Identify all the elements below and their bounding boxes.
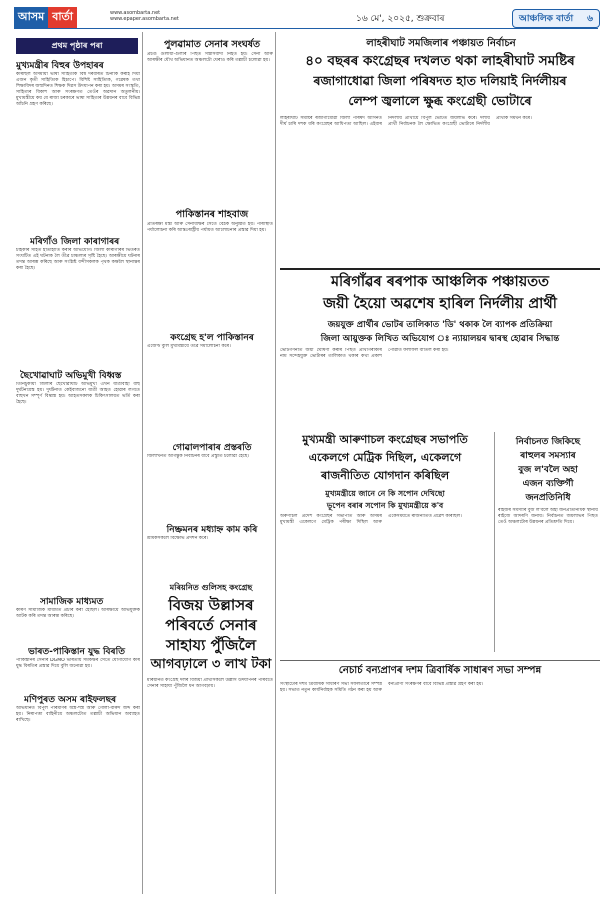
story-headline-1: মুখ্যমন্ত্ৰী আৰুণাচল কংগ্ৰেছৰ সভাপতি — [302, 433, 468, 446]
headline: পাকিস্তানৰ শাহবাজ — [175, 209, 249, 220]
masthead — [14, 8, 598, 29]
story-headline-1: নিৰ্বাচনত জিকিছে — [515, 437, 581, 447]
story-headline-2: জয়ী হৈয়ো অৱশেষ হাৰিল নিৰ্দলীয় প্ৰাৰ্থী — [323, 296, 557, 312]
headline: সামাজিক মাধ্যমত — [40, 597, 104, 607]
section-badge — [512, 9, 600, 28]
masthead-urls — [110, 10, 179, 22]
section-name: আঞ্চলিক বাৰ্তা — [519, 14, 574, 24]
url-web: www.asombarta.net — [110, 10, 161, 16]
story-headline-2: একেলগে মেট্ৰিক দিছিল, একেলগে — [308, 451, 462, 464]
url-epaper: www.epaper.asombarta.net — [110, 16, 179, 22]
column-rule — [275, 32, 276, 894]
article-body: কাৰণ সামাজিক মাধ্যমত প্ৰচাৰ কৰা হৈছিল। আৰক্ষীয়ে অভিযুক্তক আটক কৰি তদন্ত আৰম্ভ কৰিছে। — [16, 608, 140, 620]
story-headline-2: ৰাহুলৰ সমস্যাৰ — [520, 451, 576, 461]
article-body: চাহকাৰ সহিত হাতাহাতি কৰাৰ অভিযোগ। জিলা কাৰাগাৰৰ ভিতৰত সংঘটিত এই ঘটনাক লৈ তীব্ৰ চাঞ্চল্যৰ সৃষ্টি হৈছে। আৰক্ষীয়ে ঘটনাৰ তদন্ত আৰম্ভ কৰিছে আৰু সংশ্লিষ্ট বন্দীসকলক পৃথক কক্ষলৈ স্থানান্তৰ কৰা হৈছে। — [16, 248, 140, 272]
article-body: সংস্থাটোৰ দশম ত্ৰিবাৰ্ষিক সাধাৰণ সভা সফলতাৰে সম্পন্ন হয়। সভাত নতুন কাৰ্যনিৰ্বাহক সমিতি গঠন কৰা হয় আৰু বন্যপ্ৰাণী সংৰক্ষণৰ বাবে বিভিন্ন প্ৰস্তাৱ গ্ৰহণ কৰা হয়। — [280, 682, 484, 694]
story-headline-5: জনপ্ৰতিনিধি — [525, 493, 571, 503]
lead-kicker: লাহৰীঘাট সমজিলাৰ পঞ্চায়ত নিৰ্বাচন — [366, 38, 516, 49]
article-body: তিনিচুকীয়া জিলাৰ ছৈখোৱাঘাট অভিমুখী এখন যাত্ৰীবাহী বাছ দুৰ্ঘটনাগ্ৰস্ত হয়। দুৰ্ঘটনাত কেইবাজনো যাত্ৰী আহত হোৱাৰ লগতে বাছখন সম্পূৰ্ণ বিধ্বস্ত হয়। আহতসকলক চিকিৎসালয়ত ভৰ্তি কৰা হৈছে। — [16, 382, 140, 406]
article-body: ৰাইজৰ সমস্যাৰ বুজ ল'বলৈ অহা জনপ্ৰতিনিধিক স্থানীয় ৰাইজে আদৰণি জনায়। নিৰ্বাচনত জয়লাভৰ পিছত তেওঁ অঞ্চলটোৰ উন্নয়নৰ প্ৰতিশ্ৰুতি দিয়ে। — [498, 508, 598, 526]
headline-line: সাহায্য পুঁজিলৈ — [165, 636, 257, 654]
article-body: প্ৰচণ্ড গুলীয়া-গুলীৰ পিছত সন্ত্ৰাসবাদী নিহত হয়। সেনা আৰু আৰক্ষীৰ যৌথ অভিযানত অঞ্চলটো ঘেৰাও কৰি তল্লাচী চলোৱা হয়। — [147, 52, 273, 64]
story-headline-1: মৰিগাঁৱৰ ৰৰপাক আঞ্চলিক পঞ্চায়তত — [330, 274, 550, 290]
article-body: জিলাখনত আগন্তুক নিৰ্বাচনৰ বাবে প্ৰস্তুতি চলোৱা হৈছে। — [147, 454, 250, 459]
headline: মুখ্যমন্ত্ৰীৰ বিহুৰ উপহাৰৰ — [16, 61, 104, 71]
article-body: লাহৰীঘাট সমষ্টিৰ ৰজাগাধোৱা জিলা পৰিষদ আসনত দীৰ্ঘ চাৰি দশক ধৰি কংগ্ৰেছৰ আধিপত্য আছিল। এইবাৰ নিৰ্দলীয় প্ৰাৰ্থীয়ে বিপুল ভোটত জয়লাভ কৰে। দলীয় প্ৰাৰ্থী নিৰ্বাচনক লৈ ক্ষোভিত কংগ্ৰেছী ভোটাৰে নিৰ্দলীয় প্ৰাৰ্থীক সমৰ্থন কৰে। — [280, 116, 532, 128]
story-subheadline-2: জিলা আয়ুক্তক লিখিত অভিযোগ ঃ ন্যায়ালয়ৰ দ্বাৰস্থ হোৱাৰ সিদ্ধান্ত — [320, 334, 560, 344]
article-body: প্ৰতিৰক্ষা মন্ত্ৰী আৰু সেনাধ্যক্ষৰ সৈতে বৈঠক অনুষ্ঠিত হয়। পৰিস্থিতি পৰ্যালোচনা কৰি আন্তঃৰাষ্ট্ৰীয় পৰ্যায়ত আলোচনাৰ প্ৰস্তাৱ দিয়া হয়। — [147, 222, 273, 234]
story-headline: নেচাৰ্চ বন্যপ্ৰাণৰ দশম ত্ৰিবাৰ্ষিক সাধাৰণ সভা সম্পন্ন — [338, 665, 542, 676]
article-body: অৰুণাচল প্ৰদেশ কংগ্ৰেছৰ সভাপতি আৰু অসমৰ মুখ্যমন্ত্ৰী একেলগে মেট্ৰিক পৰীক্ষা দিছিল আৰু একেসময়তে ৰাজনীতিত প্ৰৱেশ কৰিছিল। — [280, 514, 462, 526]
section-divider — [280, 660, 600, 661]
headline: মণিপুৰত অসম ৰাইফলছৰ — [24, 695, 117, 705]
column-rule — [494, 432, 495, 652]
headline-line: আগবঢ়ালে ৩ লাখ টকা — [150, 657, 272, 672]
article-body: শ্ৰমিকসকলে বিক্ষোভ প্ৰদৰ্শন কৰে। — [147, 536, 209, 541]
headline-line: পৰিবৰ্তে সেনাৰ — [165, 616, 257, 634]
masthead-logo — [14, 8, 77, 26]
headline-line: বিজয় উল্লাসৰ — [168, 596, 254, 614]
headline-kicker: মৰিয়নিত গুলিসহ কংগ্ৰেছ — [169, 583, 253, 592]
story-subheadline-1: মুখ্যমন্ত্ৰীয়ে জানে নে কি সপোন দেখিছো — [325, 489, 445, 498]
headline: গোৱালপাৰাৰ প্ৰস্তৰতি — [172, 443, 252, 453]
story-headline-3: ৰাজনীতিত যোগদান কৰিছিল — [320, 469, 450, 482]
story-headline-3: বুজ ল'বলৈ অহা — [518, 465, 578, 475]
headline: ছৈখোৱাঘাট অভিমুখী বিধ্বস্ত — [20, 371, 122, 381]
logo-part2: বাৰ্তা — [48, 7, 77, 28]
lead-headline-1: ৪০ বছৰৰ কংগ্ৰেছৰ দখলত থকা লাহৰীঘাট সমষ্টিৰ — [305, 53, 575, 69]
story-subheadline-1: জয়যুক্ত প্ৰাৰ্থীৰ ভোটৰ তালিকাত 'ডি' থকাক লৈ ব্যাপক প্ৰতিক্ৰিয়া — [327, 320, 553, 330]
headline: মৰিগাঁও জিলা কাৰাগাৰৰ — [30, 237, 120, 247]
logo-part1: আসম — [14, 7, 48, 28]
article-body: ভোটগণনাত জয়ী ঘোষণা কৰাৰ পিছত প্ৰাৰ্থীগৰাকীৰ নাম সন্দেহযুক্ত ভোটাৰৰ তালিকাত থকাৰ কথা প্ৰকাশ পোৱাত ফলাফল বাতিল কৰা হয়। — [280, 348, 449, 360]
lead-headline-2: ৰজাগাধোৱা জিলা পৰিষদত হাত দলিয়াই নিৰ্দলীয়ৰ — [313, 73, 567, 88]
story-subheadline-2: ভূপেন বৰাৰ সপোন কি মুখ্যমন্ত্ৰীয়ে ক'ব — [326, 501, 444, 510]
box-heading: প্ৰথম পৃষ্ঠাৰ পৰা — [16, 38, 138, 54]
article-body: মৰিয়নিত কংগ্ৰেছ দলৰ বিজয়ী প্ৰাৰ্থীসকলে উল্লাস উদযাপনৰ পৰিবৰ্তে সেনাৰ সাহায্য পুঁজিলৈ ধন আগবঢ়ায়। — [147, 678, 273, 690]
issue-date: ১৬ মে', ২০২৫, শুক্ৰবাৰ — [356, 14, 445, 24]
article-body: এজেণ্ট বুলি মুখ্যমন্ত্ৰীয়ে তীব্ৰ সমালোচনা কৰে। — [147, 344, 231, 349]
headline: পুলৱামাত সেনাৰ সংঘৰ্ষত — [163, 39, 261, 50]
headline: কংগ্ৰেছ হ'ল পাকিস্তানৰ — [170, 333, 254, 343]
headline: ভাৰত-পাকিস্তান যুদ্ধ বিৰতি — [28, 647, 125, 657]
article-body: অভিযানত বিপুল পৰিমাণৰ অস্ত্ৰ-শস্ত্ৰ আৰু গোলা-বাৰুদ জব্দ কৰা হয়। নিৰাপত্তা বাহিনীয়ে অঞ্চলটোত তল্লাচী অভিযান অব্যাহত ৰাখিছে। — [16, 706, 140, 724]
page-number: ৬ — [587, 14, 593, 24]
lead-headline-3: লেম্প জ্বলালে ক্ষুব্ধ কংগ্ৰেছী ভোটাৰে — [348, 93, 532, 108]
section-divider — [280, 268, 600, 270]
story-headline-4: এজন ব্যক্তিৰ্গী — [522, 479, 574, 489]
article-body: পাকিস্তানৰ সেনাৰ DGMO ভাৰতীয় সমকক্ষৰ সৈতে যোগাযোগ কৰি যুদ্ধ বিৰতিৰ প্ৰস্তাৱ দিয়ে বুলি জনোৱা হয়। — [16, 658, 140, 670]
column-rule — [142, 32, 143, 894]
article-body: কৰিছিল অসমীয়া ভাষা সাহিত্যক বিশ্ব দৰবাৰত চিনাকি কৰাই দিয়া এজন কৃতী সাহিত্যিক হিচাপে। বিশিষ্ট সাহিত্যিক, গৱেষক তথা শিক্ষাবিদৰ জন্মদিনত শিক্ষক দিৱস উদযাপন কৰা হয়। অসমৰ সংস্কৃতি, সাহিত্যৰ বিকাশ আৰু সংৰক্ষণত তেওঁৰ অৱদান অতুলনীয়। মুখ্যমন্ত্ৰীয়ে কয় যে ৰাজ্য চৰকাৰে ভাষা সাহিত্যৰ উন্নয়নৰ বাবে বিভিন্ন আঁচনি গ্ৰহণ কৰিছে। — [16, 72, 140, 108]
headline: নিষ্ক্ৰমনৰ মধ্যাহ্ন কাম কৰি — [166, 525, 258, 535]
